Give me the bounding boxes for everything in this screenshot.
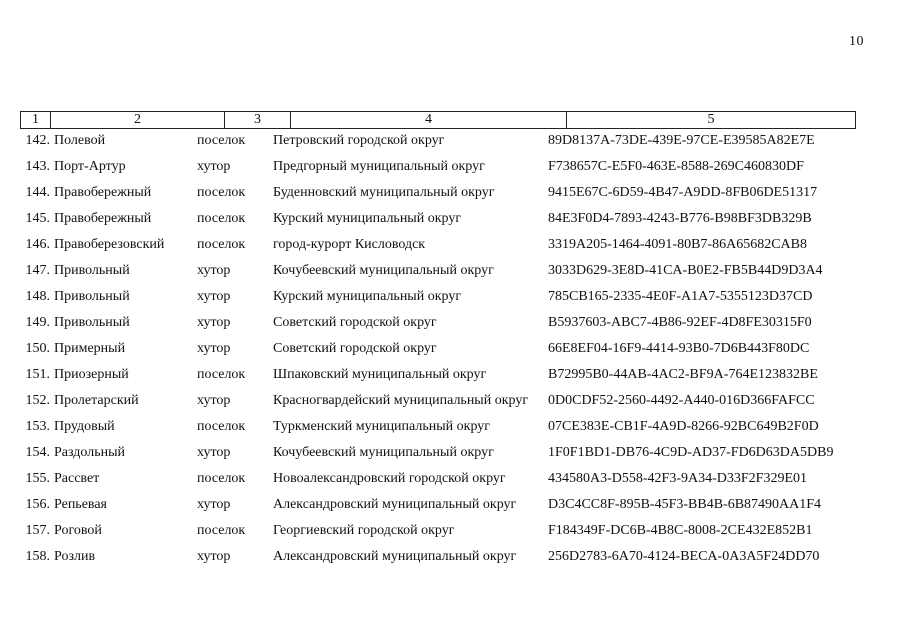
- settlement-type: хутор: [197, 263, 231, 278]
- header-col-1: 1: [21, 112, 51, 128]
- settlement-guid: B72995B0-44AB-4AC2-BF9A-764E123832BE: [548, 367, 818, 382]
- settlement-name: Роговой: [54, 523, 102, 538]
- table-row: [0, 546, 902, 572]
- table-row: [0, 234, 902, 260]
- settlement-name: Пролетарский: [54, 393, 139, 408]
- row-number: 155.: [25, 471, 50, 486]
- settlement-name: Раздольный: [54, 445, 125, 460]
- row-number: 146.: [25, 237, 50, 252]
- settlement-type: поселок: [197, 185, 246, 200]
- municipal-district: Кочубеевский муниципальный округ: [273, 445, 494, 460]
- settlement-guid: 07CE383E-CB1F-4A9D-8266-92BC649B2F0D: [548, 419, 819, 434]
- table-row: [0, 364, 902, 390]
- header-col-3: 3: [225, 112, 291, 128]
- settlement-guid: 3319A205-1464-4091-80B7-86A65682CAB8: [548, 237, 807, 252]
- settlement-name: Приозерный: [54, 367, 129, 382]
- row-number: 152.: [25, 393, 50, 408]
- table-row: [0, 468, 902, 494]
- row-number: 153.: [25, 419, 50, 434]
- row-number: 157.: [25, 523, 50, 538]
- settlement-type: хутор: [197, 159, 231, 174]
- settlement-guid: 1F0F1BD1-DB76-4C9D-AD37-FD6D63DA5DB9: [548, 445, 834, 460]
- row-number: 147.: [25, 263, 50, 278]
- settlement-guid: D3C4CC8F-895B-45F3-BB4B-6B87490AA1F4: [548, 497, 822, 512]
- settlement-type: хутор: [197, 497, 231, 512]
- table-row: [0, 494, 902, 520]
- settlement-type: поселок: [197, 471, 246, 486]
- settlement-type: поселок: [197, 523, 246, 538]
- municipal-district: Александровский муниципальный округ: [273, 497, 517, 512]
- table-row: [0, 130, 902, 156]
- municipal-district: Курский муниципальный округ: [273, 289, 462, 304]
- municipal-district: Буденновский муниципальный округ: [273, 185, 495, 200]
- municipal-district: Советский городской округ: [273, 315, 437, 330]
- settlement-name: Привольный: [54, 315, 130, 330]
- settlement-name: Полевой: [54, 133, 106, 148]
- settlement-guid: 434580A3-D558-42F3-9A34-D33F2F329E01: [548, 471, 807, 486]
- row-number: 145.: [25, 211, 50, 226]
- settlement-type: хутор: [197, 549, 231, 564]
- settlement-type: хутор: [197, 341, 231, 356]
- municipal-district: Георгиевский городской округ: [273, 523, 455, 538]
- settlement-guid: 66E8EF04-16F9-4414-93B0-7D6B443F80DC: [548, 341, 810, 356]
- row-number: 150.: [25, 341, 50, 356]
- table-header: [20, 111, 856, 129]
- row-number: 142.: [25, 133, 50, 148]
- settlement-type: поселок: [197, 367, 246, 382]
- settlement-type: поселок: [197, 211, 246, 226]
- settlement-name: Правобережный: [54, 185, 152, 200]
- settlement-guid: 785CB165-2335-4E0F-A1A7-5355123D37CD: [548, 289, 813, 304]
- header-col-2: 2: [51, 112, 225, 128]
- municipal-district: Курский муниципальный округ: [273, 211, 462, 226]
- row-number: 156.: [25, 497, 50, 512]
- settlement-name: Привольный: [54, 289, 130, 304]
- municipal-district: Кочубеевский муниципальный округ: [273, 263, 494, 278]
- settlement-guid: 3033D629-3E8D-41CA-B0E2-FB5B44D9D3A4: [548, 263, 823, 278]
- settlement-type: хутор: [197, 445, 231, 460]
- municipal-district: Александровский муниципальный округ: [273, 549, 517, 564]
- settlement-type: поселок: [197, 237, 246, 252]
- settlement-name: Рассвет: [54, 471, 100, 486]
- table-row: [0, 416, 902, 442]
- settlement-name: Розлив: [54, 549, 96, 564]
- settlement-type: хутор: [197, 393, 231, 408]
- municipal-district: Шпаковский муниципальный округ: [273, 367, 487, 382]
- municipal-district: Туркменский муниципальный округ: [273, 419, 490, 434]
- settlement-guid: 84E3F0D4-7893-4243-B776-B98BF3DB329B: [548, 211, 812, 226]
- page-number: 10: [849, 34, 864, 49]
- settlement-guid: B5937603-ABC7-4B86-92EF-4D8FE30315F0: [548, 315, 812, 330]
- settlement-guid: F738657C-E5F0-463E-8588-269C460830DF: [548, 159, 804, 174]
- settlement-name: Порт-Артур: [54, 159, 126, 174]
- row-number: 149.: [25, 315, 50, 330]
- municipal-district: Новоалександровский городской округ: [273, 471, 506, 486]
- table-row: [0, 182, 902, 208]
- row-number: 148.: [25, 289, 50, 304]
- settlement-name: Репьевая: [54, 497, 107, 512]
- settlement-name: Привольный: [54, 263, 130, 278]
- table-row: [0, 312, 902, 338]
- table-row: [0, 520, 902, 546]
- table-row: [0, 390, 902, 416]
- settlement-type: хутор: [197, 289, 231, 304]
- table-body: [0, 130, 902, 572]
- table-row: [0, 338, 902, 364]
- row-number: 143.: [25, 159, 50, 174]
- row-number: 154.: [25, 445, 50, 460]
- table-row: [0, 286, 902, 312]
- settlement-name: Правобережный: [54, 211, 152, 226]
- municipal-district: Советский городской округ: [273, 341, 437, 356]
- settlement-guid: 256D2783-6A70-4124-BECA-0A3A5F24DD70: [548, 549, 820, 564]
- settlement-type: хутор: [197, 315, 231, 330]
- header-col-4: 4: [291, 112, 567, 128]
- municipal-district: Красногвардейский муниципальный округ: [273, 393, 529, 408]
- settlement-type: поселок: [197, 419, 246, 434]
- table-row: [0, 208, 902, 234]
- settlement-type: поселок: [197, 133, 246, 148]
- settlement-guid: 0D0CDF52-2560-4492-A440-016D366FAFCC: [548, 393, 815, 408]
- row-number: 144.: [25, 185, 50, 200]
- settlement-name: Прудовый: [54, 419, 115, 434]
- table-row: [0, 156, 902, 182]
- row-number: 151.: [25, 367, 50, 382]
- settlement-name: Примерный: [54, 341, 126, 356]
- row-number: 158.: [25, 549, 50, 564]
- settlement-guid: 9415E67C-6D59-4B47-A9DD-8FB06DE51317: [548, 185, 818, 200]
- table-row: [0, 260, 902, 286]
- municipal-district: Предгорный муниципальный округ: [273, 159, 485, 174]
- settlement-guid: 89D8137A-73DE-439E-97CE-E39585A82E7E: [548, 133, 815, 148]
- municipal-district: Петровский городской округ: [273, 133, 445, 148]
- table-row: [0, 442, 902, 468]
- municipal-district: город-курорт Кисловодск: [273, 237, 426, 252]
- header-col-5: 5: [707, 112, 715, 127]
- settlement-guid: F184349F-DC6B-4B8C-8008-2CE432E852B1: [548, 523, 813, 538]
- settlement-name: Правоберезовский: [54, 237, 165, 252]
